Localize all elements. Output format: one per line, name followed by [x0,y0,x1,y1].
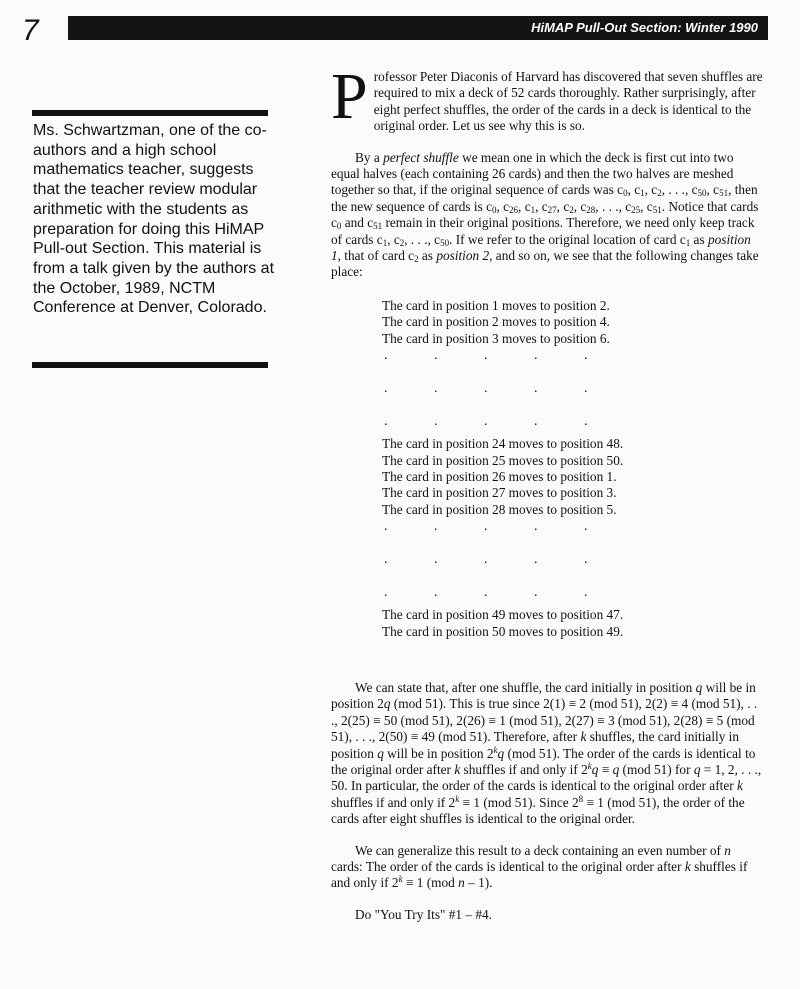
ellipsis-row: . . . . . [384,414,588,430]
move-line: The card in position 50 moves to position 49. [382,623,624,639]
move-line: The card in position 49 moves to position 47. [382,607,624,623]
moves-group-3 [382,607,764,640]
sidebar-bottom-rule [32,362,268,368]
ellipsis-row: . . . . . [384,348,588,364]
section-title: HiMAP Pull-Out Section: Winter 1990 [531,20,758,35]
move-line: The card in position 25 moves to position 50. [382,452,624,468]
move-line: The card in position 28 moves to position 5. [382,501,617,517]
generalization-paragraph: We can generalize this result to a deck containing an even number of n cards: The order of the cards is identical to the original order after k shuffles if and only if $2^k \equiv 1$ (mod n – 1). [331,842,748,891]
ellipsis-row: . . . . . [384,519,588,535]
perfect-shuffle-paragraph: By a perfect shuffle we mean one in which the deck is first cut into two equal halves (each containing 26 cards) and then the two halves are meshed together so that, if the original sequence of cards was $c_0$, $c_1$, $c_2$, . . ., $c_{50}$, $c_{51}$, then the new sequence of cards is $c_0$, $c_{26}$, $c_1$, $c_{27}$, $c_2$, $c_{28}$, . . ., $c_{25}$, $c_{51}$. Notice that cards $c_0$ and $c_{51}$ remain in their original positions. Therefore, we need only keep track of cards $c_1$, $c_2$, . . ., $c_{50}$. If we refer to the original location of card $c_1$ as position 1, that of card $c_2$ as position 2, and so on, we see that the following changes take place: [331,149,759,280]
moves-group-1 [382,298,764,347]
move-line: The card in position 24 moves to position 48. [382,436,624,452]
move-line: The card in position 3 moves to position 6. [382,330,610,346]
ellipsis-row: . . . . . [384,585,588,601]
move-line: The card in position 2 moves to position 4. [382,314,610,330]
mod-arithmetic-paragraph: We can state that, after one shuffle, the card initially in position q will be in position 2q (mod 51). This is true since 2(1) ≡ 2 (mod 51), 2(2) ≡ 4 (mod 51), . . ., 2(25) ≡ 50 (mod 51), 2(26) ≡ 1 (mod 51), 2(27) ≡ 3 (mod 51), 2(28) ≡ 5 (mod 51), . . ., 2(50) ≡ 49 (mod 51). Therefore, after k shuffles, the card initially in position q will be in position 2$^k$q (mod 51). The order of the cards is identical to the original order after k shuffles if and only if $2^kq \equiv q$ (mod 51) for q = 1, 2, . . ., 50. In particular, the order of the cards is identical to the original order after k shuffles if and only if $2^k \equiv 1$ (mod 51). Since $2^8 \equiv 1$ (mod 51), the order of the cards after eight shuffles is identical to the original order. [331,679,762,827]
intro-text: rofessor Peter Diaconis of Harvard has discovered that seven shuffles are required to mix a deck of 52 cards thoroughly. Rather surprisingly, after eight perfect shuffles, the order of the cards in a deck is identical to the original order. Let us see why this is so. [373,69,763,134]
closing-line: Do "You Try Its" #1 – #4. [355,906,492,922]
move-line: The card in position 1 moves to position 2. [382,297,610,313]
main-article [331,60,764,923]
ellipsis-row: . . . . . [384,552,588,568]
drop-cap: P [331,60,368,133]
section-header-bar [68,16,768,40]
move-line: The card in position 27 moves to position 3. [382,485,617,501]
moves-group-2 [382,436,764,518]
sidebar-note: Ms. Schwartzman, one of the co-authors and a high school mathematics teacher, suggests that the teacher review modular arithmetic with the students as preparation for doing this HiMAP Pull-out Section. This material is from a talk given by the authors at the October, 1989, NCTM Conference at Denver, Colorado. [33,122,275,317]
move-line: The card in position 26 moves to position 1. [382,468,617,484]
sidebar-top-rule [32,110,268,116]
ellipsis-row: . . . . . [384,381,588,397]
page-number: 7 [22,14,39,47]
intro-paragraph [331,60,764,135]
